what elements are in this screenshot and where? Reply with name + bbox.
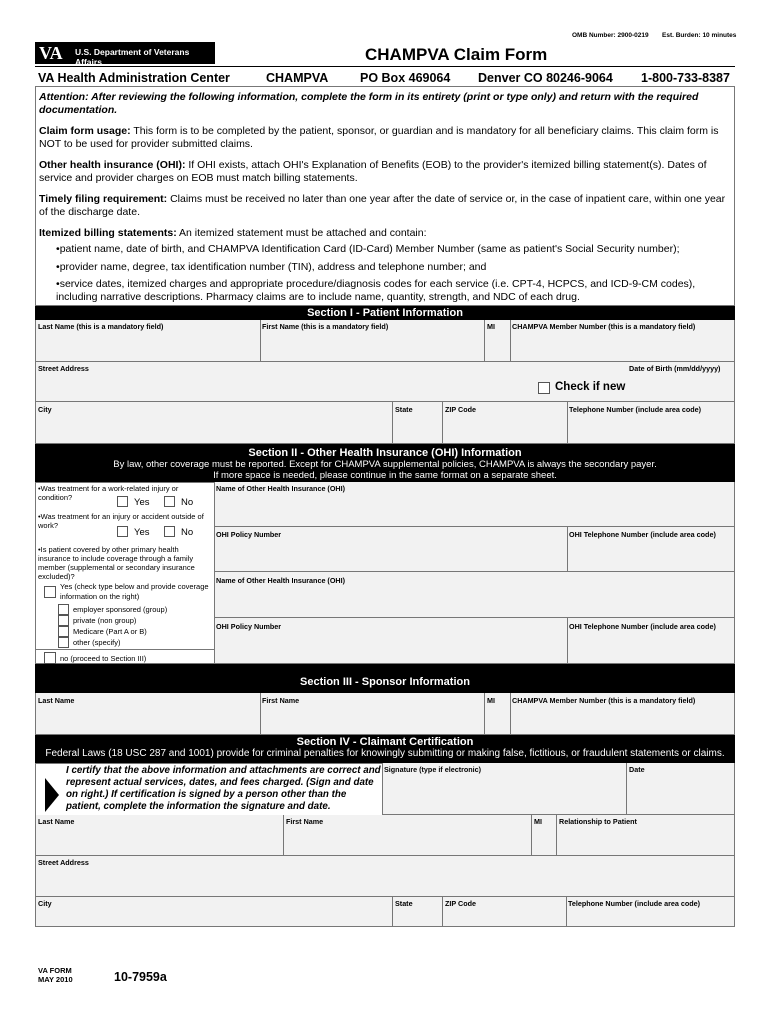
medicare-label: Medicare (Part A or B)	[73, 627, 147, 636]
ohi-instructions	[39, 159, 729, 185]
claimant-street-field[interactable]	[36, 856, 734, 897]
ohi-name-1-label: Name of Other Health Insurance (OHI)	[216, 484, 345, 493]
ohi-label: Other health insurance (OHI):	[39, 159, 186, 171]
patient-dob-label: Date of Birth (mm/dd/yyyy)	[629, 364, 721, 373]
sponsor-first-name-label: First Name	[262, 696, 300, 705]
claimant-mi-label: MI	[534, 817, 542, 826]
work-injury-yes-label: Yes	[134, 497, 150, 508]
relationship-label: Relationship to Patient	[559, 817, 637, 826]
claimant-city-field[interactable]	[36, 897, 392, 927]
patient-city-label: City	[38, 405, 52, 414]
bullet-3: • service dates, itemized charges and appropriate procedure/diagnosis codes for each service (i.e. CPT-4, HCPCS, and ICD-9-CM codes), including narrative descriptions. Pharmacy claims are to include name, quantity, strength, and NDC of each drug.	[56, 278, 696, 304]
claimant-zip-label: ZIP Code	[445, 899, 477, 908]
accident-no-checkbox[interactable]	[164, 526, 175, 537]
dept-name: U.S. Department of Veterans Affairs	[75, 47, 190, 67]
section4-title: Section IV - Claimant Certification	[296, 736, 474, 748]
po-box: PO Box 469064	[360, 71, 451, 85]
arrow-icon	[45, 778, 59, 812]
section4-law: Federal Laws (18 USC 287 and 1001) provide for criminal penalties for knowingly submitting or making false, fictitious, or fraudulent statements or claims.	[45, 748, 725, 759]
question-other-coverage-text: Is patient covered by other primary health insurance to include coverage through a family member (supplemental or secondary insurance excluded)?	[38, 545, 195, 581]
itemized-label: Itemized billing statements:	[39, 227, 177, 239]
question-accident-text: Was treatment for an injury or accident outside of work?	[38, 512, 204, 530]
claimant-state-label: State	[395, 899, 413, 908]
work-injury-yes-checkbox[interactable]	[117, 496, 128, 507]
coverage-yes-checkbox[interactable]	[44, 586, 56, 598]
claimant-first-name-label: First Name	[286, 817, 324, 826]
accident-yes-checkbox[interactable]	[117, 526, 128, 537]
timely-filing	[39, 193, 729, 219]
check-if-new-label: Check if new	[555, 381, 626, 393]
ohi-phone-1-label: OHI Telephone Number (include area code)	[569, 530, 716, 539]
employer-sponsored-checkbox[interactable]	[58, 604, 69, 615]
patient-last-name-label: Last Name (this is a mandatory field)	[38, 322, 164, 331]
program-name: CHAMPVA	[266, 71, 329, 85]
coverage-no-checkbox[interactable]	[44, 652, 56, 664]
employer-sponsored-label: employer sponsored (group)	[73, 605, 168, 614]
ohi-phone-2-label: OHI Telephone Number (include area code)	[569, 622, 716, 631]
phone-number: 1-800-733-8387	[641, 71, 730, 85]
work-injury-no-label: No	[181, 497, 194, 508]
claimant-street-label: Street Address	[38, 858, 89, 867]
footer-va-form: VA FORM	[38, 966, 72, 975]
question-other-coverage	[38, 545, 210, 581]
section1-header: Section I - Patient Information	[35, 306, 735, 320]
question-work-injury-text: Was treatment for a work-related injury or condition?	[38, 484, 179, 502]
check-if-new-checkbox[interactable]	[538, 382, 550, 394]
claimant-city-label: City	[38, 899, 52, 908]
claim-usage	[39, 125, 729, 151]
patient-city-field[interactable]	[36, 402, 392, 444]
certify-text: I certify that the above information and attachments are correct and represent actual services, dates, and fees charged. (Sign and date on right.) If certification is signed by a person other than the patient, complete the information the signature and date.	[66, 765, 381, 812]
accident-no-label: No	[181, 527, 194, 538]
footer-form-number: 10-7959a	[114, 970, 167, 984]
va-logo: VA	[39, 43, 63, 63]
usage-label: Claim form usage:	[39, 125, 131, 137]
medicare-checkbox[interactable]	[58, 626, 69, 637]
ohi-text: If OHI exists, attach OHI's Explanation of Benefits (EOB) to the provider's itemized billing statement(s). Dates of service and provider charges on EOB must match billing statements.	[39, 159, 707, 184]
section3-header: Section III - Sponsor Information	[35, 664, 735, 693]
section2-sub1: By law, other coverage must be reported. Except for CHAMPVA supplemental policies, CHAMPVA is always the secondary payer.	[113, 459, 657, 470]
usage-text: This form is to be completed by the patient, sponsor, or guardian and is mandatory for all beneficiary claims. This claim form is NOT to be used for provider submitted claims.	[39, 125, 719, 150]
attention-text: Attention: After reviewing the following information, complete the form in its entirety (print or type only) and return with the required documentation.	[39, 91, 699, 116]
footer-date: MAY 2010	[38, 975, 73, 984]
section2-header	[35, 444, 735, 482]
itemized-text: An itemized statement must be attached and contain:	[176, 227, 427, 239]
center-name: VA Health Administration Center	[38, 71, 230, 85]
sponsor-member-number-label: CHAMPVA Member Number (this is a mandatory field)	[512, 696, 696, 705]
claimant-phone-label: Telephone Number (include area code)	[568, 899, 701, 908]
patient-member-number-label: CHAMPVA Member Number (this is a mandatory field)	[512, 322, 696, 331]
patient-zip-label: ZIP Code	[445, 405, 477, 414]
timely-label: Timely filing requirement:	[39, 193, 168, 205]
other-coverage-checkbox[interactable]	[58, 637, 69, 648]
work-injury-no-checkbox[interactable]	[164, 496, 175, 507]
bullet-1: • patient name, date of birth, and CHAMPVA Identification Card (ID-Card) Member Number (same as patient's Social Security number);	[56, 243, 726, 256]
coverage-yes-label: Yes (check type below and provide coverage information on the right)	[60, 582, 209, 601]
timely-text: Claims must be received no later than one year after the date of service or, in the case of inpatient care, within one year of the discharge date.	[39, 193, 726, 218]
ohi-name-2-label: Name of Other Health Insurance (OHI)	[216, 576, 345, 585]
ohi-policy-2-label: OHI Policy Number	[216, 622, 282, 631]
city-address: Denver CO 80246-9064	[478, 71, 613, 85]
section2-sub2: If more space is needed, please continue in the same format on a separate sheet.	[213, 470, 557, 481]
other-coverage-label: other (specify)	[73, 638, 121, 647]
signature-label: Signature (type if electronic)	[384, 765, 482, 774]
omb-number: OMB Number: 2900-0219	[572, 32, 649, 39]
private-checkbox[interactable]	[58, 615, 69, 626]
claimant-last-name-label: Last Name	[38, 817, 75, 826]
sponsor-mi-label: MI	[487, 696, 495, 705]
accident-yes-label: Yes	[134, 527, 150, 538]
sponsor-last-name-label: Last Name	[38, 696, 75, 705]
divider	[36, 649, 214, 650]
patient-state-label: State	[395, 405, 413, 414]
est-burden: Est. Burden: 10 minutes	[662, 32, 737, 39]
va-logo-block	[35, 42, 215, 67]
private-label: private (non group)	[73, 616, 137, 625]
itemized-billing	[39, 227, 729, 240]
patient-mi-label: MI	[487, 322, 495, 331]
header-rule	[35, 66, 735, 67]
patient-street-label: Street Address	[38, 364, 89, 373]
section2-title: Section II - Other Health Insurance (OHI) Information	[248, 447, 522, 459]
coverage-no-label: no (proceed to Section III)	[60, 654, 147, 663]
section4-header	[35, 735, 735, 763]
patient-first-name-label: First Name (this is a mandatory field)	[262, 322, 389, 331]
form-title: CHAMPVA Claim Form	[365, 45, 548, 64]
patient-phone-label: Telephone Number (include area code)	[569, 405, 702, 414]
bullet-2: • provider name, degree, tax identification number (TIN), address and telephone number; and	[56, 261, 726, 274]
date-label: Date	[629, 765, 645, 774]
ohi-policy-1-label: OHI Policy Number	[216, 530, 282, 539]
